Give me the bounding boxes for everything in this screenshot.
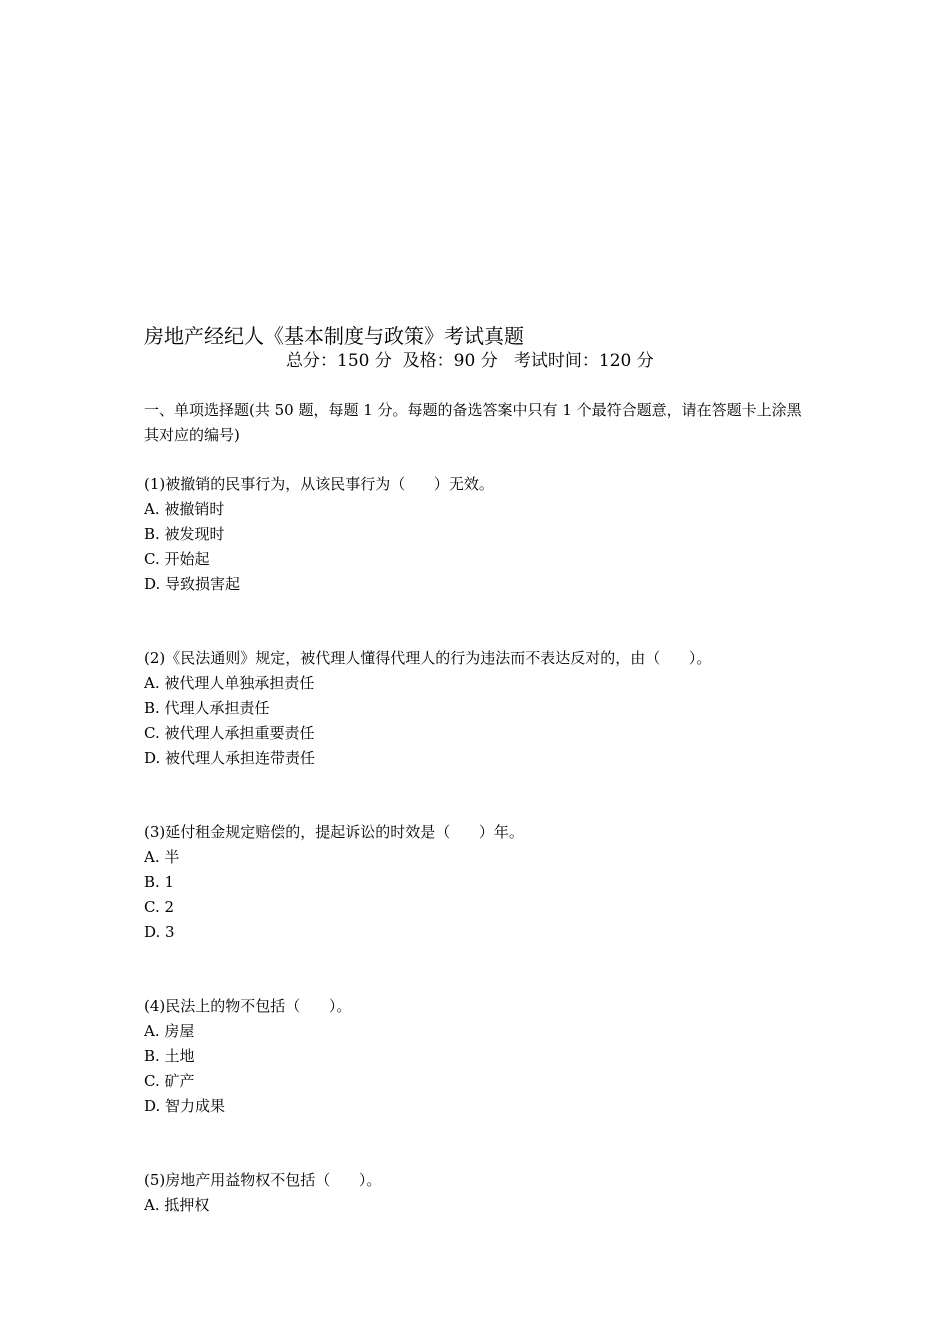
option-c: C. 开始起 [144, 550, 210, 568]
option-c: C. 被代理人承担重要责任 [144, 724, 315, 742]
question-2 [144, 646, 824, 771]
option-c: C. 2 [144, 898, 175, 916]
option-d: D. 智力成果 [144, 1097, 226, 1115]
option-b: B. 代理人承担责任 [144, 699, 270, 717]
option-d: D. 被代理人承担连带责任 [144, 749, 316, 767]
section-heading: 一、单项选择题(共 50 题，每题 1 分。每题的备选答案中只有 1 个最符合题意，请在答题卡上涂黑其对应的编号) [144, 401, 802, 444]
option-a: A. 抵押权 [144, 1196, 210, 1214]
question-stem: (4)民法上的物不包括（ ）。 [144, 997, 352, 1015]
question-3 [144, 820, 824, 945]
question-1 [144, 472, 824, 597]
option-d: D. 3 [144, 923, 175, 941]
question-stem: (1)被撤销的民事行为，从该民事行为（ ）无效。 [144, 475, 494, 493]
question-stem: (2)《民法通则》规定，被代理人懂得代理人的行为违法而不表达反对的，由（ ）。 [144, 649, 712, 667]
option-d: D. 导致损害起 [144, 575, 241, 593]
option-a: A. 房屋 [144, 1022, 195, 1040]
option-a: A. 被撤销时 [144, 500, 225, 518]
question-5 [144, 1168, 824, 1218]
option-b: B. 土地 [144, 1047, 195, 1065]
question-stem: (3)延付租金规定赔偿的，提起诉讼的时效是（ ）年。 [144, 823, 524, 841]
option-a: A. 被代理人单独承担责任 [144, 674, 315, 692]
exam-info: 总分：150 分 及格：90 分 考试时间：120 分 [286, 351, 654, 371]
option-c: C. 矿产 [144, 1072, 195, 1090]
question-4 [144, 994, 824, 1119]
option-b: B. 被发现时 [144, 525, 225, 543]
option-a: A. 半 [144, 848, 180, 866]
document-title: 房地产经纪人《基本制度与政策》考试真题 [144, 324, 524, 348]
question-stem: (5)房地产用益物权不包括（ ）。 [144, 1171, 382, 1189]
option-b: B. 1 [144, 873, 175, 891]
